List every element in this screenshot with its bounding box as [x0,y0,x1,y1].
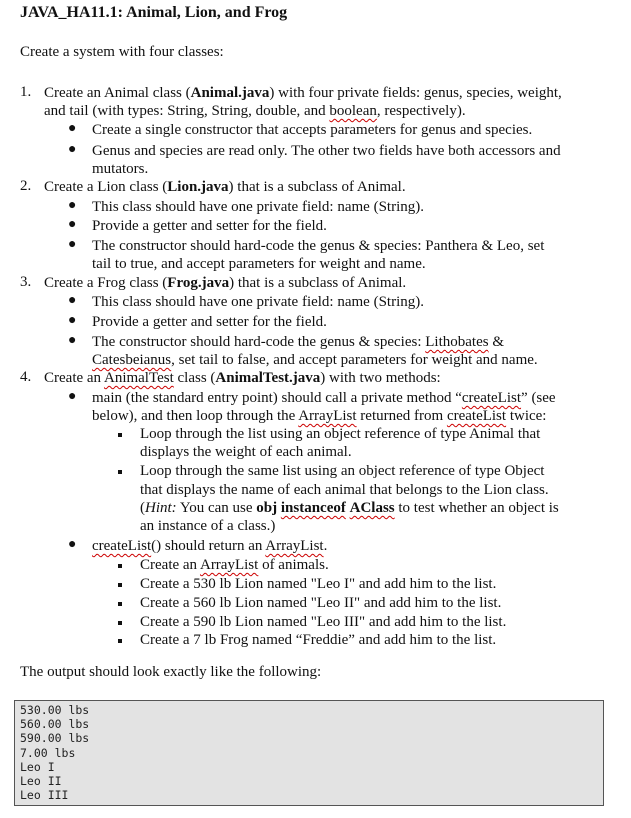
bullet-dot: ● [68,217,77,232]
output-line: Leo I [20,759,55,774]
item-3-bullet-3-line-1: The constructor should hard-code the genus & species: Lithobates & [92,334,504,350]
create-list-line: createList() should return an ArrayList. [92,538,328,554]
bullet-dot: ● [68,121,77,136]
item-2-line-1: Create a Lion class (Lion.java) that is a subclass of Animal. [44,179,406,195]
create-step-5: Create a 7 lb Frog named “Freddie” and add him to the list. [140,632,497,648]
loop-2-line-3: (Hint: You can use obj instanceof AClass to test whether an object is [140,500,559,516]
item-2-bullet-3-line-1: The constructor should hard-code the genus & species: Panthera & Leo, set [92,238,545,254]
item-4-number: 4. [20,369,32,385]
bullet-dot: ● [68,389,77,404]
bullet-dot: ● [68,198,77,213]
square-bullet [118,470,122,474]
bullet-dot: ● [68,293,77,308]
item-3-number: 3. [20,274,32,290]
square-bullet [118,639,122,643]
item-1-bullet-2-line-2: mutators. [92,161,149,177]
square-bullet [118,583,122,587]
item-2-bullet-2: Provide a getter and setter for the field. [92,218,327,234]
item-3-bullet-1: This class should have one private field: name (String). [92,294,424,310]
square-bullet [118,621,122,625]
item-4-main-line-2: below), and then loop through the ArrayList returned from createList twice: [92,408,547,424]
item-2-bullet-1: This class should have one private field: name (String). [92,199,424,215]
output-line: 7.00 lbs [20,745,76,760]
square-bullet [118,564,122,568]
create-step-3: Create a 560 lb Lion named "Leo II" and add him to the list. [140,595,502,611]
output-line: Leo II [20,774,62,789]
page-title: JAVA_HA11.1: Animal, Lion, and Frog [20,4,288,21]
intro-text: Create a system with four classes: [20,44,224,60]
bullet-dot: ● [68,537,77,552]
item-1-line-1: Create an Animal class (Animal.java) with four private fields: genus, species, weight, [44,85,562,101]
loop-2-line-4: an instance of a class.) [140,518,276,534]
bullet-dot: ● [68,142,77,157]
output-line: 530.00 lbs [20,703,90,717]
output-caption: The output should look exactly like the following: [20,664,322,680]
item-2-bullet-3-line-2: tail to true, and accept parameters for weight and name. [92,256,426,272]
loop-2-line-1: Loop through the same list using an object reference of type Object [140,463,545,479]
output-line: Leo III [20,788,69,803]
create-step-1: Create an ArrayList of animals. [140,557,329,573]
item-1-line-2: and tail (with types: String, String, double, and boolean, respectively). [44,103,466,119]
bullet-dot: ● [68,237,77,252]
item-1-number: 1. [20,84,32,100]
item-1-bullet-2-line-1: Genus and species are read only. The other two fields have both accessors and [92,143,561,159]
output-line: 590.00 lbs [20,731,90,746]
loop-1-line-2: displays the weight of each animal. [140,444,352,460]
item-1-bullet-1: Create a single constructor that accepts parameters for genus and species. [92,122,533,138]
loop-2-line-2: that displays the name of each animal that belongs to the Lion class. [140,482,549,498]
output-line: 560.00 lbs [20,717,90,732]
item-3-bullet-2: Provide a getter and setter for the field. [92,314,327,330]
item-3-bullet-3-line-2: Catesbeianus, set tail to false, and accept parameters for weight and name. [92,352,538,368]
create-step-2: Create a 530 lb Lion named "Leo I" and add him to the list. [140,576,497,592]
create-step-4: Create a 590 lb Lion named "Leo III" and add him to the list. [140,614,507,630]
item-4-line-1: Create an AnimalTest class (AnimalTest.java) with two methods: [44,370,441,386]
item-2-number: 2. [20,178,32,194]
item-4-main-line-1: main (the standard entry point) should call a private method “createList” (see [92,390,556,406]
bullet-dot: ● [68,313,77,328]
item-3-line-1: Create a Frog class (Frog.java) that is a subclass of Animal. [44,275,407,291]
square-bullet [118,433,122,437]
loop-1-line-1: Loop through the list using an object reference of type Animal that [140,426,541,442]
square-bullet [118,602,122,606]
bullet-dot: ● [68,333,77,348]
console-output-box [14,700,604,806]
